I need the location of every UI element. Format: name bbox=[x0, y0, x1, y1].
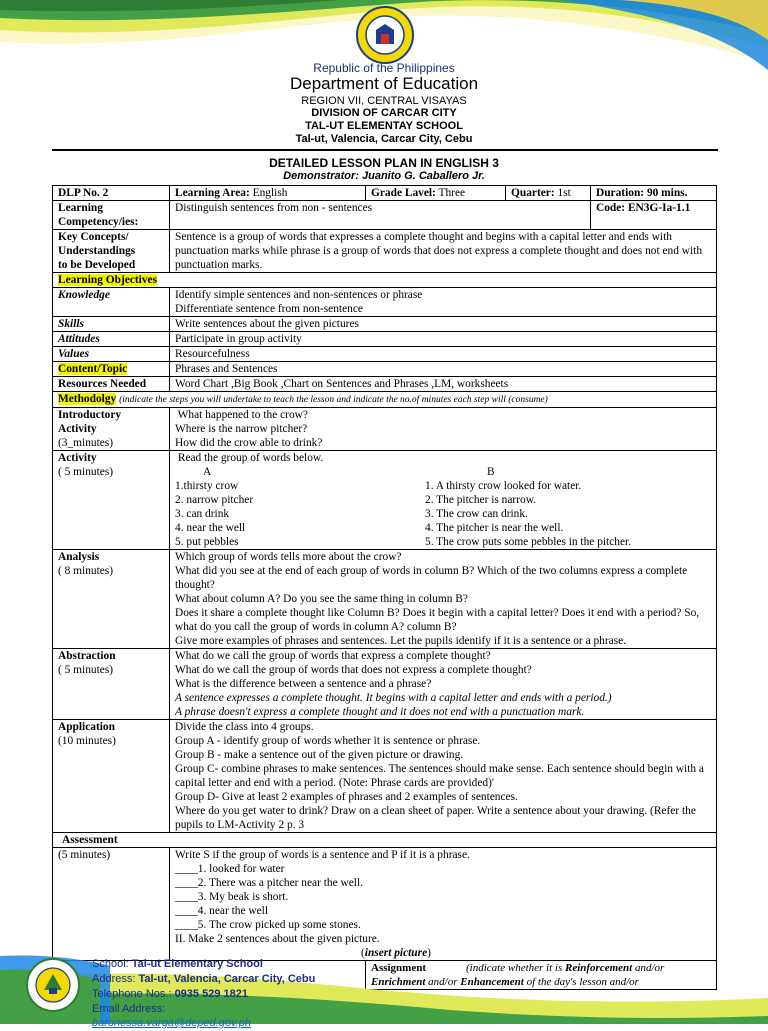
code-cell: Code: EN3G-Ia-1.1 bbox=[591, 201, 717, 230]
footer-email-label: Email Address: bbox=[92, 1003, 166, 1015]
meta-row bbox=[53, 186, 717, 201]
analysis-text: Which group of words tells more about the crow? What did you see at the end of each group of words in column B? Which of the two columns express a complete thought? What about column A? Do you see the same thing in column B? Does it share a complete thought like Column B? Does it begin with a capital letter? Does it end with a period? So, what do you call the group of words in column A? column B? Give more examples of phrases and sentences. Let the pupils identify if it is a sentence or a phrase. bbox=[170, 550, 717, 649]
school-line: TAL-UT ELEMENTAY SCHOOL bbox=[305, 120, 463, 132]
knowledge-label: Knowledge bbox=[53, 288, 170, 317]
assessment-row bbox=[53, 848, 717, 961]
school-seal-logo bbox=[26, 958, 80, 1012]
competency-label: Learning Competency/ies: bbox=[53, 201, 170, 230]
values-text: Resourcefulness bbox=[170, 347, 717, 362]
objectives-heading-row bbox=[53, 273, 717, 288]
application-row bbox=[53, 720, 717, 833]
activity-text: Read the group of words below. A B 1.thirsty crow 2. narrow pitcher 3. can drink 4. near the well 5. put pebbles 1. A thirsty crow looked for water. 2. The pitcher is narrow. 3. The crow can drink. 4. The pitcher is near the well. 5. The crow puts some pebbles in the pitcher. bbox=[170, 451, 717, 550]
resources-label: Resources Needed bbox=[53, 377, 170, 392]
content-topic-text: Phrases and Sentences bbox=[170, 362, 717, 377]
column-a-heading: A bbox=[203, 466, 212, 478]
assessment-item: ____1. looked for water bbox=[175, 863, 285, 875]
key-concepts-label: Key Concepts/ Understandings to be Developed bbox=[53, 230, 170, 273]
assessment-item: ____5. The crow picked up some stones. bbox=[175, 919, 361, 931]
assessment-text: Write S if the group of words is a sentence and P if it is a phrase. ____1. looked for water ____2. There was a pitcher near the well. ____3. My beak is short. ____4. near the well ____5. The crow picked up some stones. II. Make 2 sentences about the given picture. (insert picture) bbox=[170, 848, 717, 961]
header-rule bbox=[52, 149, 718, 151]
duration-cell: Duration: 90 mins. bbox=[591, 186, 717, 201]
insert-picture-note: (insert picture) bbox=[361, 947, 431, 959]
column-a-list: 1.thirsty crow 2. narrow pitcher 3. can drink 4. near the well 5. put pebbles bbox=[175, 480, 254, 548]
attitudes-label: Attitudes bbox=[53, 332, 170, 347]
intro-row bbox=[53, 408, 717, 451]
attitudes-row bbox=[53, 332, 717, 347]
content-row bbox=[53, 362, 717, 377]
footer-phone: Telephone Nos.: 0935 529 1821 bbox=[92, 988, 248, 1000]
republic-line: Republic of the Philippines bbox=[313, 61, 455, 75]
division-line: DIVISION OF CARCAR CITY bbox=[311, 107, 457, 119]
grade-level-cell: Grade Lavel: Three bbox=[366, 186, 506, 201]
quarter-cell: Quarter: 1st bbox=[506, 186, 591, 201]
assessment-item: ____3. My beak is short. bbox=[175, 891, 289, 903]
abstraction-label: Abstraction ( 5 minutes) bbox=[53, 649, 170, 720]
key-concepts-text: Sentence is a group of words that expresses a complete thought and begins with a capital letter and ends with punctuation marks while phrase is a group of words that does not express a complete thought and does not end with punctuation marks. bbox=[170, 230, 717, 273]
column-b-heading: B bbox=[487, 466, 495, 478]
application-label: Application (10 minutes) bbox=[53, 720, 170, 833]
analysis-label: Analysis ( 8 minutes) bbox=[53, 550, 170, 649]
values-row bbox=[53, 347, 717, 362]
attitudes-text: Participate in group activity bbox=[170, 332, 717, 347]
assessment-time: (5 minutes) bbox=[53, 848, 170, 961]
abstraction-row bbox=[53, 649, 717, 720]
skills-row bbox=[53, 317, 717, 332]
footer-email-link[interactable]: baronessa.varga@deped.gov.ph bbox=[92, 1017, 251, 1029]
methodology-note: (indicate the steps you will undertake to teach the lesson and indicate the no.of minutes each step will (consume) bbox=[119, 395, 548, 405]
footer-school: School: Tal-ut Elementary School bbox=[92, 958, 263, 970]
values-label: Values bbox=[53, 347, 170, 362]
resources-text: Word Chart ,Big Book ,Chart on Sentences and Phrases ,LM, worksheets bbox=[170, 377, 717, 392]
activity-row bbox=[53, 451, 717, 550]
application-text: Divide the class into 4 groups. Group A - identify group of words whether it is sentence or phrase. Group B - make a sentence out of the given picture or drawing. Group C- combine phrases to make sentences. The sentences should make sense. Each sentence should begin with a capital letter and end with a period. (Note: Phrase cards are provided)' Group D- Give at least 2 examples of phrases and 2 examples of sentences. Where do you get water to drink? Draw on a clean sheet of paper. Write a sentence about your drawing. (Refer the pupils to LM-Activity 2 p. 3 bbox=[170, 720, 717, 833]
learning-objectives-heading: Learning Objectives bbox=[58, 274, 158, 286]
assessment-item: ____4. near the well bbox=[175, 905, 268, 917]
abstraction-text: What do we call the group of words that express a complete thought? What do we call the group of words that does not express a complete thought? What is the difference between a sentence and a phrase? A sentence expresses a complete thought. It begins with a capital letter and ends with a period.) A phrase doesn't express a complete thought and it does not end with a punctuation mark. bbox=[170, 649, 717, 720]
competency-row bbox=[53, 201, 717, 230]
lesson-plan-title: DETAILED LESSON PLAN IN ENGLISH 3 bbox=[269, 156, 499, 170]
skills-text: Write sentences about the given pictures bbox=[170, 317, 717, 332]
address-line: Tal-ut, Valencia, Carcar City, Cebu bbox=[295, 133, 473, 145]
activity-columns bbox=[175, 479, 711, 549]
knowledge-row bbox=[53, 288, 717, 317]
footer-address: Address: Tal-ut, Valencia, Carcar City, Cebu bbox=[92, 973, 316, 985]
learning-area-cell: Learning Area: English bbox=[170, 186, 366, 201]
key-concepts-row bbox=[53, 230, 717, 273]
assignment-cell: Assignment (indicate whether it is Reinforcement and/or Enrichment and/or Enhancement of the day's lesson and/or bbox=[366, 961, 717, 990]
skills-label: Skills bbox=[53, 317, 170, 332]
competency-text: Distinguish sentences from non - sentences bbox=[170, 201, 591, 230]
assessment-label: Assessment bbox=[53, 833, 717, 848]
methodology-label: Methodolgy bbox=[58, 393, 117, 405]
methodology-row bbox=[53, 392, 717, 408]
intro-label: Introductory Activity (3_minutes) bbox=[53, 408, 170, 451]
assessment-item: ____2. There was a pitcher near the well. bbox=[175, 877, 363, 889]
column-b-list: 1. A thirsty crow looked for water. 2. The pitcher is narrow. 3. The crow can drink. 4. The pitcher is near the well. 5. The crow puts some pebbles in the pitcher. bbox=[425, 480, 632, 548]
lesson-plan-table bbox=[52, 185, 717, 990]
demonstrator-line: Demonstrator: Juanito G. Caballero Jr. bbox=[283, 170, 485, 182]
assessment-heading-row bbox=[53, 833, 717, 848]
assignment-label: Assignment bbox=[371, 962, 427, 974]
activity-label: Activity ( 5 minutes) bbox=[53, 451, 170, 550]
knowledge-text: Identify simple sentences and non-sentences or phrase Differentiate sentence from non-sentence bbox=[170, 288, 717, 317]
resources-row bbox=[53, 377, 717, 392]
content-topic-label: Content/Topic bbox=[58, 363, 128, 375]
analysis-row bbox=[53, 550, 717, 649]
department-title: Department of Education bbox=[289, 74, 479, 93]
deped-seal-logo bbox=[356, 6, 414, 64]
dlp-cell: DLP No. 2 bbox=[53, 186, 170, 201]
region-line: REGION VII, CENTRAL VISAYAS bbox=[301, 95, 467, 107]
intro-text: What happened to the crow? Where is the narrow pitcher? How did the crow able to drink? bbox=[170, 408, 717, 451]
